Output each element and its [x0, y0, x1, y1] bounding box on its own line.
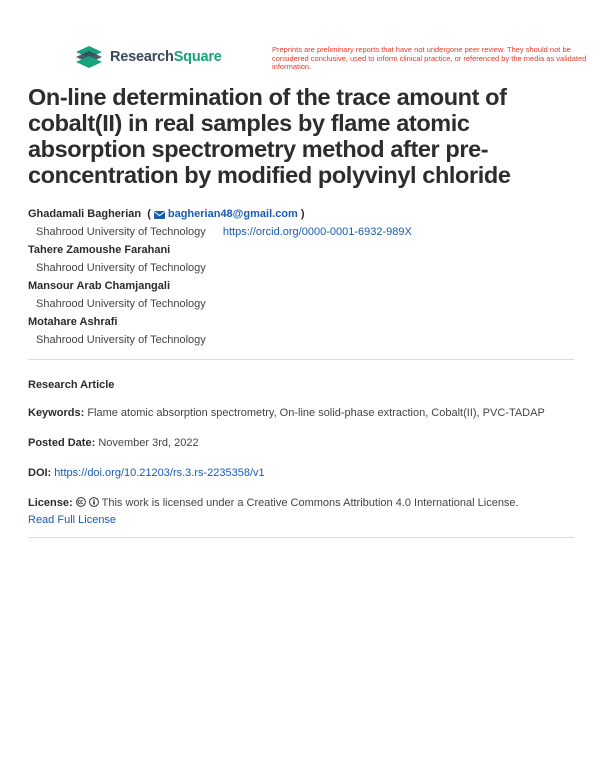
author-affiliation: Shahrood University of Technology: [36, 298, 206, 310]
license-text: This work is licensed under a Creative Commons Attribution 4.0 International License.: [101, 497, 519, 509]
paper-title: On-line determination of the trace amount of cobalt(II) in real samples by flame atomic absorption spectrometry method after pre-concentration by modified polyvinyl chloride: [28, 84, 511, 188]
orcid-link[interactable]: https://orcid.org/0000-0001-6932-989X: [222, 226, 412, 238]
creative-commons-icon: [76, 497, 86, 507]
logo-text-square: Square: [173, 49, 222, 65]
research-square-logo-icon: [74, 44, 104, 70]
doi-link[interactable]: https://doi.org/10.21203/rs.3.rs-2235358/v1: [54, 467, 265, 479]
author-affiliation: [28, 223, 576, 242]
author-name: [28, 278, 576, 295]
affiliation-text: Shahrood University of Technology: [36, 226, 206, 238]
article-type: [28, 377, 576, 394]
research-square-logo[interactable]: [74, 44, 222, 70]
keywords-label: Keywords:: [28, 407, 85, 419]
divider-top: [28, 359, 574, 360]
envelope-icon: [154, 211, 165, 219]
author-list: [28, 206, 576, 350]
keywords-value: Flame atomic absorption spectrometry, On-line solid-phase extraction, Cobalt(II), PVC-TADAP: [87, 407, 545, 419]
author-affiliation: Shahrood University of Technology: [36, 262, 206, 274]
article-type-text: Research Article: [28, 379, 115, 391]
doi-label: DOI:: [28, 467, 52, 479]
author-name-text: Ghadamali Bagherian: [28, 208, 142, 220]
author-name-text: Tahere Zamoushe Farahani: [28, 244, 171, 256]
author-name-text: Mansour Arab Chamjangali: [28, 280, 171, 292]
author-affiliation: Shahrood University of Technology: [36, 334, 206, 346]
author-name: [28, 206, 576, 223]
header: [74, 44, 587, 74]
posted-date-row: [28, 435, 576, 452]
author-email-link[interactable]: [154, 206, 298, 223]
divider-bottom: [28, 537, 574, 538]
preprint-disclaimer: Preprints are preliminary reports that have not undergone peer review. They should not be considered conclusive, used to inform clinical practice, or referenced by the media as validated information.: [272, 45, 587, 71]
read-full-license-link[interactable]: Read Full License: [28, 514, 117, 526]
email-close-paren: ): [300, 208, 305, 220]
logo-text-research: Research: [110, 49, 174, 65]
author-name: [28, 242, 576, 259]
license-label: License:: [28, 497, 73, 509]
email-open-paren: (: [141, 208, 151, 220]
posted-date-value: November 3rd, 2022: [98, 437, 199, 449]
logo-text: [110, 49, 222, 65]
posted-date-label: Posted Date:: [28, 437, 96, 449]
author-name: [28, 314, 576, 331]
doi-row: [28, 465, 576, 482]
attribution-icon: [89, 497, 99, 507]
keywords-row: [28, 405, 576, 422]
license-row: [28, 495, 576, 529]
author-name-text: Motahare Ashrafi: [28, 316, 118, 328]
author-email-text: bagherian48@gmail.com: [167, 208, 298, 220]
